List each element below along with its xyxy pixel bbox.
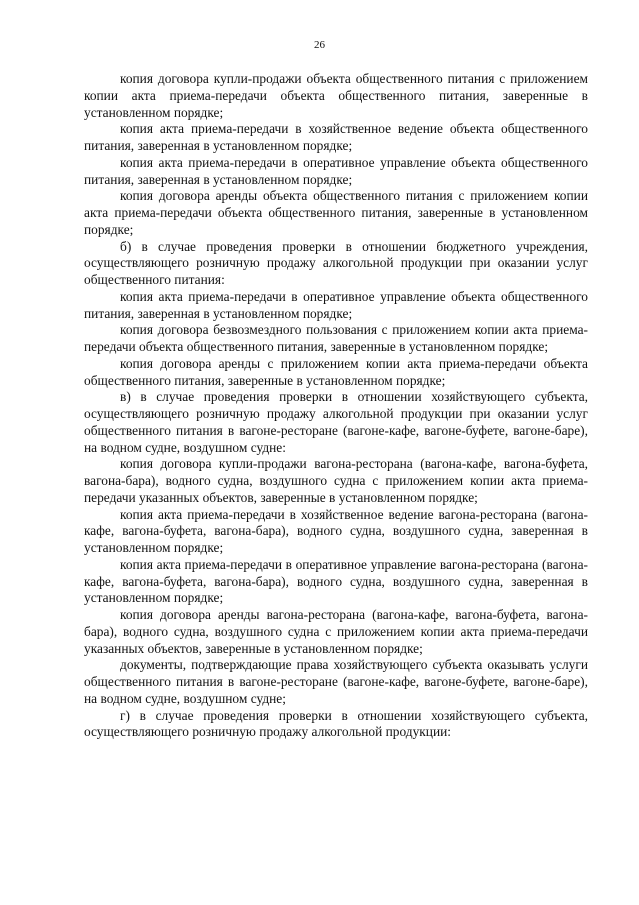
paragraph: копия акта приема-передачи в хозяйственное ведение вагона-ресторана (вагона-кафе, вагона-буфета, вагона-бара), водного судна, воздушного судна, заверенная в установленном порядке; (84, 506, 588, 555)
paragraph: копия договора аренды с приложением копии акта приема-передачи объекта общественного питания, заверенные в установленном порядке; (84, 355, 588, 388)
paragraph: копия договора аренды вагона-ресторана (вагона-кафе, вагона-буфета, вагона-бара), водного судна, воздушного судна с приложением копии акта приема-передачи указанных объектов, заверенные в установленном порядке; (84, 607, 588, 656)
paragraph: копия договора аренды объекта общественного питания с приложением копии акта приема-передачи объекта общественного питания, заверенные в установленном порядке; (84, 188, 588, 237)
page-number: 26 (314, 39, 325, 51)
paragraph: б) в случае проведения проверки в отношении бюджетного учреждения, осуществляющего розничную продажу алкогольной продукции при оказании услуг общественного питания: (84, 238, 588, 287)
paragraph: копия акта приема-передачи в оперативное управление объекта общественного питания, заверенная в установленном порядке; (84, 154, 588, 187)
paragraph: копия договора купли-продажи объекта общественного питания с приложением копии акта приема-передачи объекта общественного питания, заверенные в установленном порядке; (84, 71, 588, 120)
paragraph: в) в случае проведения проверки в отношении хозяйствующего субъекта, осуществляющего розничную продажу алкогольной продукции при оказании услуг общественного питания в вагоне-ресторане (вагоне-кафе, вагоне-буфете, вагоне-баре), на водном судне, воздушном судне: (84, 389, 588, 455)
paragraph: документы, подтверждающие права хозяйствующего субъекта оказывать услуги общественного питания в вагоне-ресторане (вагоне-кафе, вагоне-буфете, вагоне-баре), на водном судне, воздушном судне; (84, 657, 588, 706)
paragraph: копия договора купли-продажи вагона-ресторана (вагона-кафе, вагона-буфета, вагона-бара), водного судна, воздушного судна с приложением копии акта приема-передачи указанных объектов, заверенные в установленном порядке; (84, 456, 588, 505)
paragraph: копия договора безвозмездного пользования с приложением копии акта приема-передачи объекта общественного питания, заверенные в установленном порядке; (84, 322, 588, 354)
document-body (84, 71, 588, 741)
paragraph: копия акта приема-передачи в хозяйственное ведение объекта общественного питания, заверенная в установленном порядке; (84, 121, 588, 153)
paragraph: копия акта приема-передачи в оперативное управление объекта общественного питания, заверенная в установленном порядке; (84, 288, 588, 321)
paragraph: г) в случае проведения проверки в отношении хозяйствующего субъекта, осуществляющего розничную продажу алкогольной продукции: (84, 707, 588, 740)
paragraph: копия акта приема-передачи в оперативное управление вагона-ресторана (вагона-кафе, вагона-буфета, вагона-бара), водного судна, воздушного судна, заверенная в установленном порядке; (84, 556, 588, 606)
